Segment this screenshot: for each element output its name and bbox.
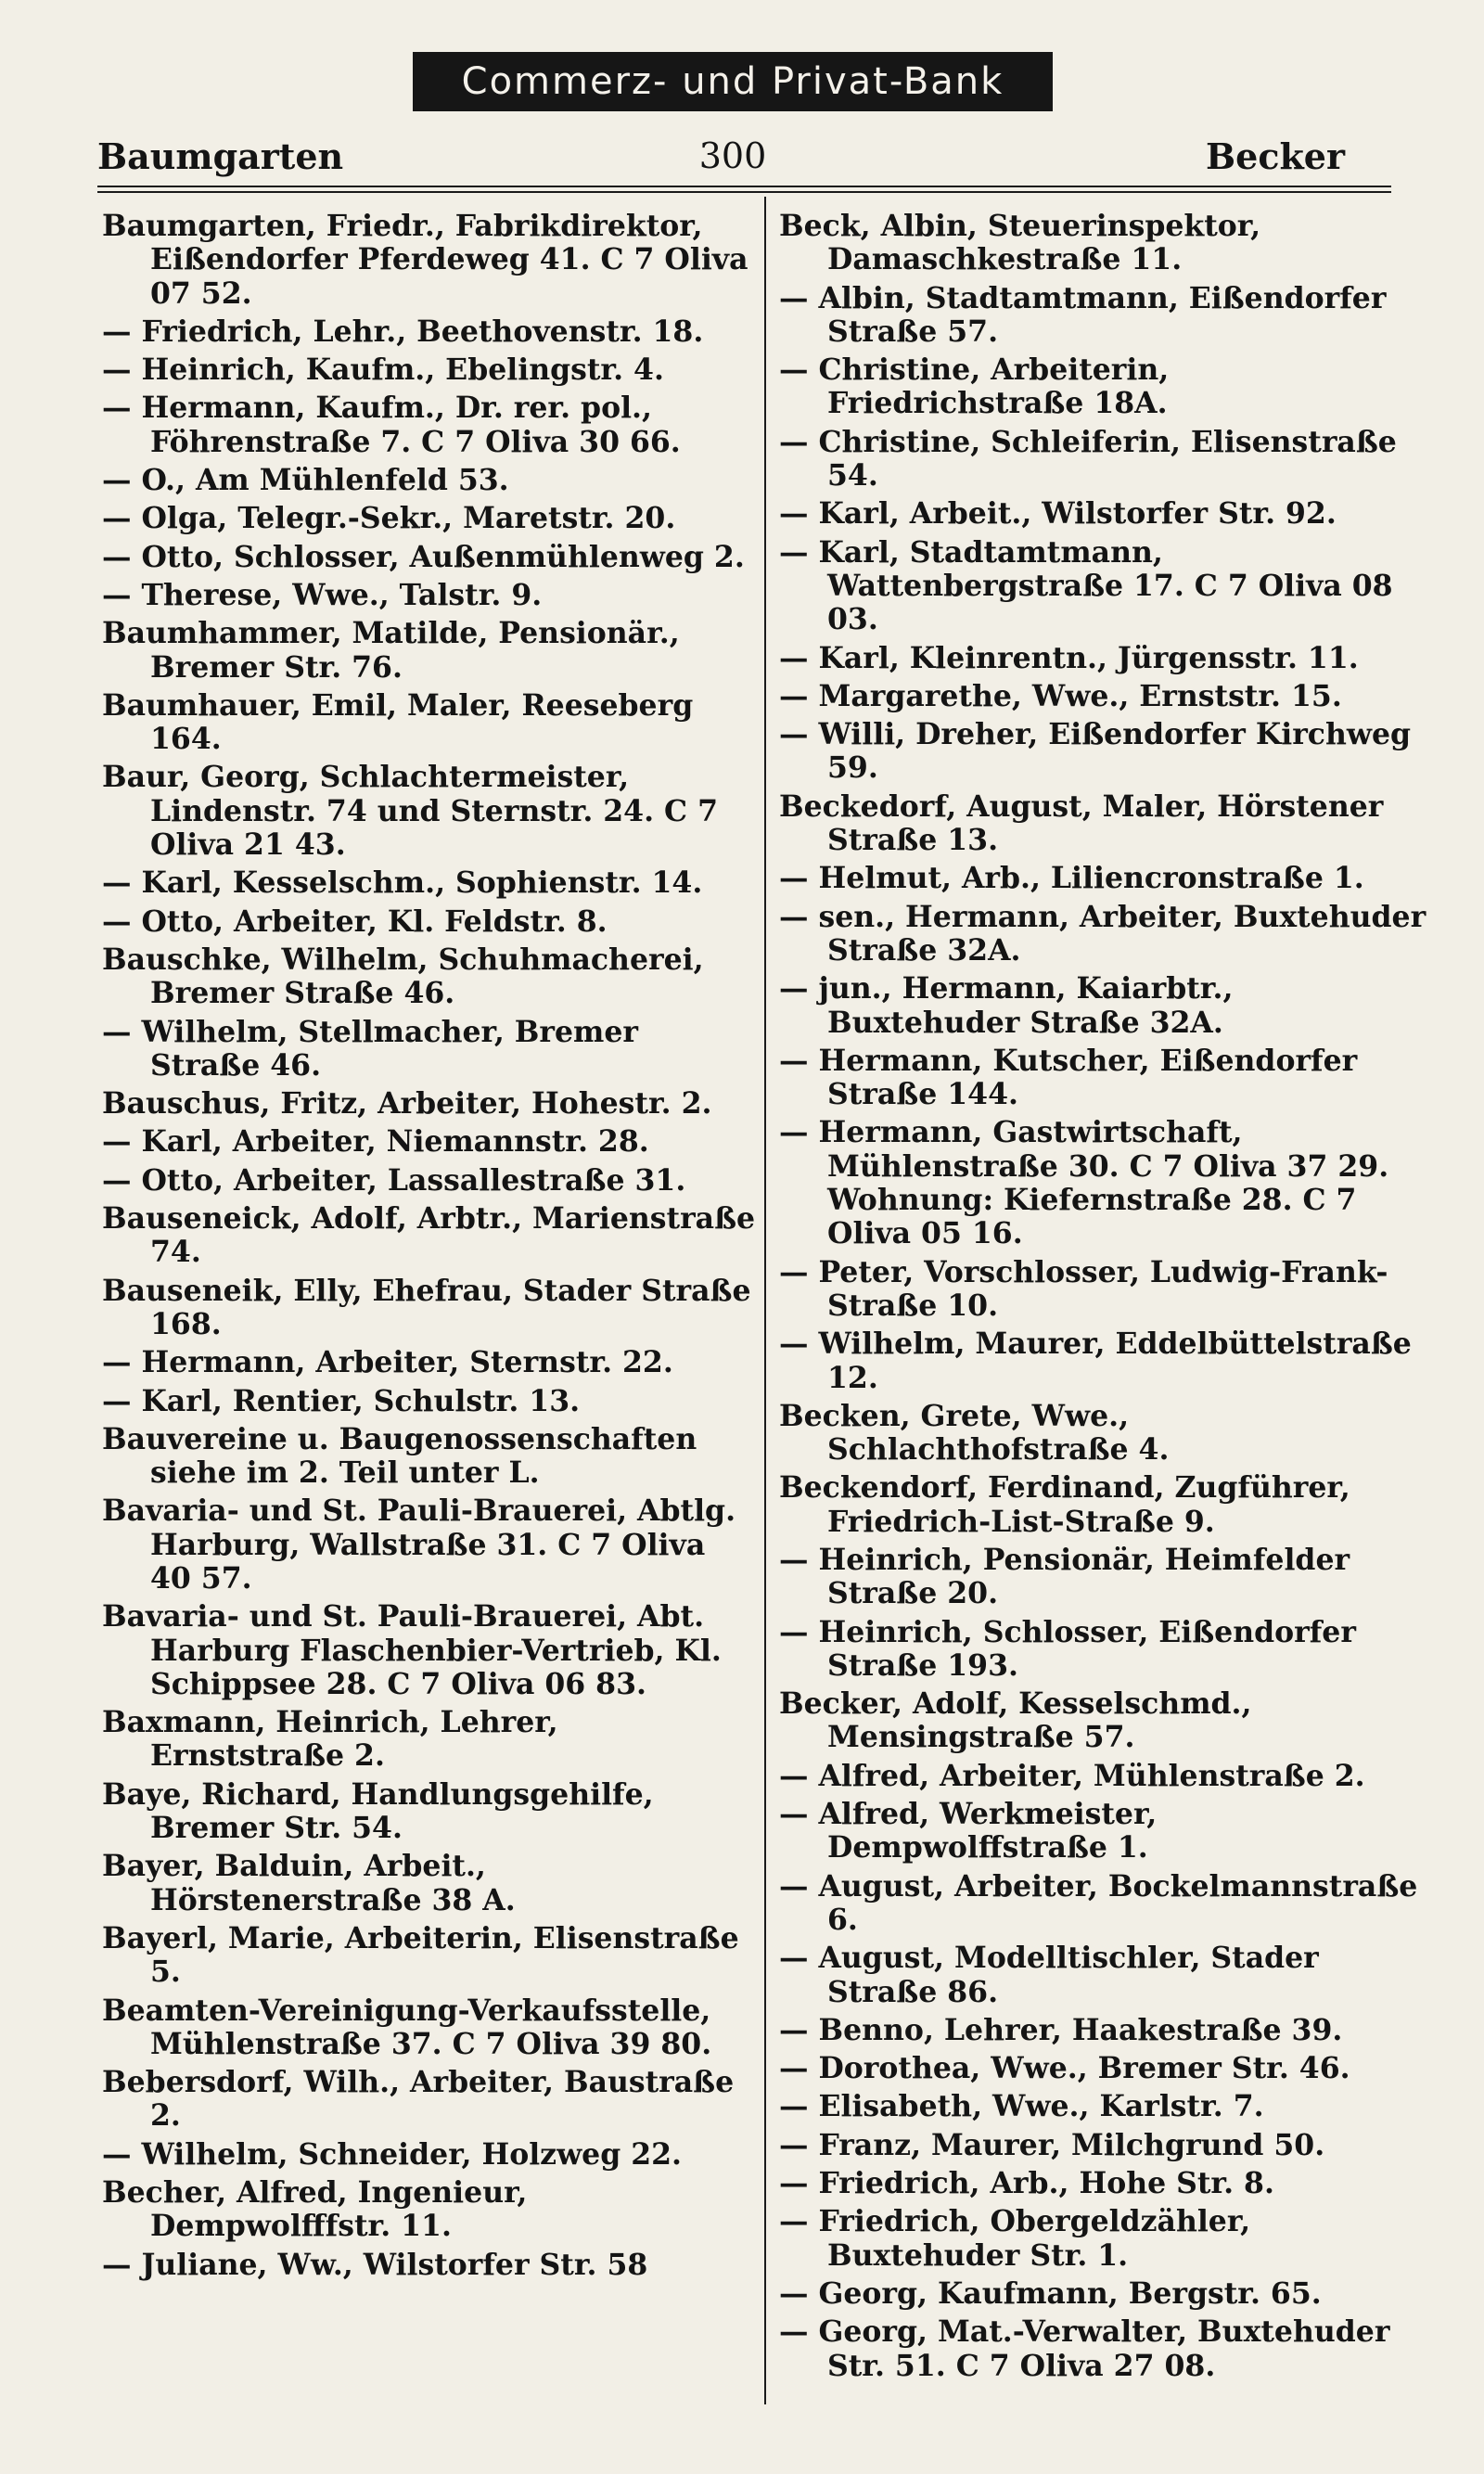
directory-entry: — Juliane, Ww., Wilstorfer Str. 58	[102, 2247, 648, 2282]
directory-entry: Bauseneick, Adolf, Arbtr., Marienstraße 74.	[102, 1201, 756, 1270]
directory-entry: — Willi, Dreher, Eißendorfer Kirchweg 59.	[779, 717, 1412, 786]
directory-entry: — Hermann, Kutscher, Eißendorfer Straße 144.	[779, 1043, 1358, 1112]
directory-entry: — August, Arbeiter, Bockelmannstraße 6.	[779, 1868, 1418, 1937]
directory-entry: Baumhauer, Emil, Maler, Reeseberg 164.	[102, 687, 694, 757]
directory-entry: — Georg, Kaufmann, Bergstr. 65.	[779, 2275, 1322, 2311]
bank-advert-banner: Commerz- und Privat-Bank	[413, 52, 1053, 111]
directory-entry: — Hermann, Gastwirtschaft, Mühlenstraße 30. C 7 Oliva 37 29. Wohnung: Kiefernstraße 28. C 7 Oliva 05 16.	[779, 1115, 1389, 1251]
running-head-last-entry: Becker	[1206, 135, 1345, 177]
directory-entry: — Margarethe, Wwe., Ernststr. 15.	[779, 678, 1342, 713]
page-number: 300	[698, 135, 767, 176]
directory-entry: — Peter, Vorschlosser, Ludwig-Frank-Straße 10.	[779, 1254, 1388, 1323]
directory-entry: Baur, Georg, Schlachtermeister, Lindenstr. 74 und Sternstr. 24. C 7 Oliva 21 43.	[102, 760, 718, 863]
directory-entry: — Karl, Stadtamtmann, Wattenbergstraße 17. C 7 Oliva 08 03.	[779, 534, 1393, 637]
directory-entry: — Helmut, Arb., Liliencronstraße 1.	[779, 861, 1364, 896]
left-column	[102, 210, 756, 2287]
directory-entry: — Otto, Schlosser, Außenmühlenweg 2.	[102, 539, 745, 574]
directory-entry: — Karl, Arbeit., Wilstorfer Str. 92.	[779, 496, 1337, 532]
directory-entry: — Heinrich, Pensionär, Heimfelder Straße 20.	[779, 1542, 1350, 1611]
header-rule-top	[97, 186, 1391, 187]
directory-entry: Baxmann, Heinrich, Lehrer, Ernststraße 2.	[102, 1705, 558, 1774]
directory-entry: Becken, Grete, Wwe., Schlachthofstraße 4.	[779, 1398, 1170, 1468]
directory-entry: — Dorothea, Wwe., Bremer Str. 46.	[779, 2051, 1350, 2086]
directory-entry: Baumhammer, Matilde, Pensionär., Bremer Str. 76.	[102, 616, 680, 685]
directory-entry: Bavaria- und St. Pauli-Brauerei, Abt. Harburg Flaschenbier-Vertrieb, Kl. Schippsee 28. C 7 Oliva 06 83.	[102, 1599, 722, 1701]
directory-entry: Bauseneik, Elly, Ehefrau, Stader Straße 168.	[102, 1273, 751, 1341]
directory-entry: — Albin, Stadtamtmann, Eißendorfer Straße 57.	[779, 280, 1387, 349]
directory-entry: Bauvereine u. Baugenossenschaften siehe im 2. Teil unter L.	[102, 1421, 697, 1491]
directory-entry: — Wilhelm, Stellmacher, Bremer Straße 46.	[102, 1014, 638, 1083]
directory-entry: — Karl, Kesselschm., Sophienstr. 14.	[102, 865, 703, 901]
directory-entry: — Franz, Maurer, Milchgrund 50.	[779, 2127, 1325, 2162]
directory-entry: — Friedrich, Arb., Hohe Str. 8.	[779, 2166, 1274, 2201]
directory-entry: — Karl, Rentier, Schulstr. 13.	[102, 1383, 581, 1418]
directory-entry: Bauschus, Fritz, Arbeiter, Hohestr. 2.	[102, 1086, 712, 1122]
directory-entry: — Hermann, Kaufm., Dr. rer. pol., Föhrenstraße 7. C 7 Oliva 30 66.	[102, 391, 681, 459]
directory-entry: — Karl, Arbeiter, Niemannstr. 28.	[102, 1124, 649, 1160]
directory-entry: Beamten-Vereinigung-Verkaufsstelle, Mühlenstraße 37. C 7 Oliva 39 80.	[102, 1993, 712, 2061]
directory-entry: Becher, Alfred, Ingenieur, Dempwolfffstr. 11.	[102, 2175, 528, 2244]
running-head-first-entry: Baumgarten	[97, 135, 344, 177]
directory-entry: — Elisabeth, Wwe., Karlstr. 7.	[779, 2089, 1264, 2124]
directory-entry: — Christine, Schleiferin, Elisenstraße 54.	[779, 424, 1397, 494]
directory-entry: — Karl, Kleinrentn., Jürgensstr. 11.	[779, 640, 1359, 675]
directory-entry: — Therese, Wwe., Talstr. 9.	[102, 577, 543, 612]
directory-entry: — Alfred, Werkmeister, Dempwolffstraße 1.	[779, 1797, 1158, 1865]
directory-entry: Beckedorf, August, Maler, Hörstener Straße 13.	[779, 788, 1384, 858]
column-separator	[764, 197, 766, 2404]
header-rule-bottom	[97, 191, 1391, 193]
directory-entry: — sen., Hermann, Arbeiter, Buxtehuder Straße 32A.	[779, 899, 1426, 968]
directory-entry: — Alfred, Arbeiter, Mühlenstraße 2.	[779, 1758, 1365, 1793]
directory-entry: Bavaria- und St. Pauli-Brauerei, Abtlg. Harburg, Wallstraße 31. C 7 Oliva 40 57.	[102, 1493, 736, 1596]
right-column	[779, 210, 1433, 2388]
directory-entry: Bayerl, Marie, Arbeiterin, Elisenstraße 5.	[102, 1920, 739, 1990]
directory-entry: — Wilhelm, Maurer, Eddelbüttelstraße 12.	[779, 1327, 1412, 1395]
directory-entry: — Heinrich, Schlosser, Eißendorfer Straße 193.	[779, 1614, 1356, 1683]
directory-entry: Baumgarten, Friedr., Fabrikdirektor, Eißendorfer Pferdeweg 41. C 7 Oliva 07 52.	[102, 209, 748, 311]
directory-entry: — Benno, Lehrer, Haakestraße 39.	[779, 2012, 1343, 2047]
directory-entry: Beckendorf, Ferdinand, Zugführer, Friedrich-List-Straße 9.	[779, 1470, 1350, 1539]
directory-entry: — Georg, Mat.-Verwalter, Buxtehuder Str. 51. C 7 Oliva 27 08.	[779, 2314, 1390, 2383]
directory-entry: — Friedrich, Obergeldzähler, Buxtehuder Str. 1.	[779, 2204, 1251, 2273]
directory-entry: — jun., Hermann, Kaiarbtr., Buxtehuder Straße 32A.	[779, 971, 1234, 1040]
directory-entry: — Wilhelm, Schneider, Holzweg 22.	[102, 2136, 683, 2172]
directory-entry: Bauschke, Wilhelm, Schuhmacherei, Bremer Straße 46.	[102, 942, 704, 1011]
directory-entry: — Hermann, Arbeiter, Sternstr. 22.	[102, 1345, 673, 1380]
directory-entry: — August, Modelltischler, Stader Straße 86.	[779, 1941, 1319, 2009]
directory-entry: — O., Am Mühlenfeld 53.	[102, 463, 509, 498]
directory-entry: — Otto, Arbeiter, Lassallestraße 31.	[102, 1162, 686, 1198]
directory-entry: — Friedrich, Lehr., Beethovenstr. 18.	[102, 314, 704, 349]
directory-entry: Bayer, Balduin, Arbeit., Hörstenerstraße 38 A.	[102, 1849, 516, 1917]
directory-entry: Bebersdorf, Wilh., Arbeiter, Baustraße 2.	[102, 2065, 735, 2134]
directory-entry: Baye, Richard, Handlungsgehilfe, Bremer Str. 54.	[102, 1776, 654, 1846]
directory-entry: — Olga, Telegr.-Sekr., Maretstr. 20.	[102, 501, 676, 536]
directory-entry: Becker, Adolf, Kesselschmd., Mensingstraße 57.	[779, 1686, 1252, 1755]
directory-entry: Beck, Albin, Steuerinspektor, Damaschkestraße 11.	[779, 209, 1261, 277]
directory-entry: — Heinrich, Kaufm., Ebelingstr. 4.	[102, 353, 664, 388]
directory-entry: — Otto, Arbeiter, Kl. Feldstr. 8.	[102, 904, 608, 939]
directory-entry: — Christine, Arbeiterin, Friedrichstraße 18A.	[779, 353, 1170, 421]
